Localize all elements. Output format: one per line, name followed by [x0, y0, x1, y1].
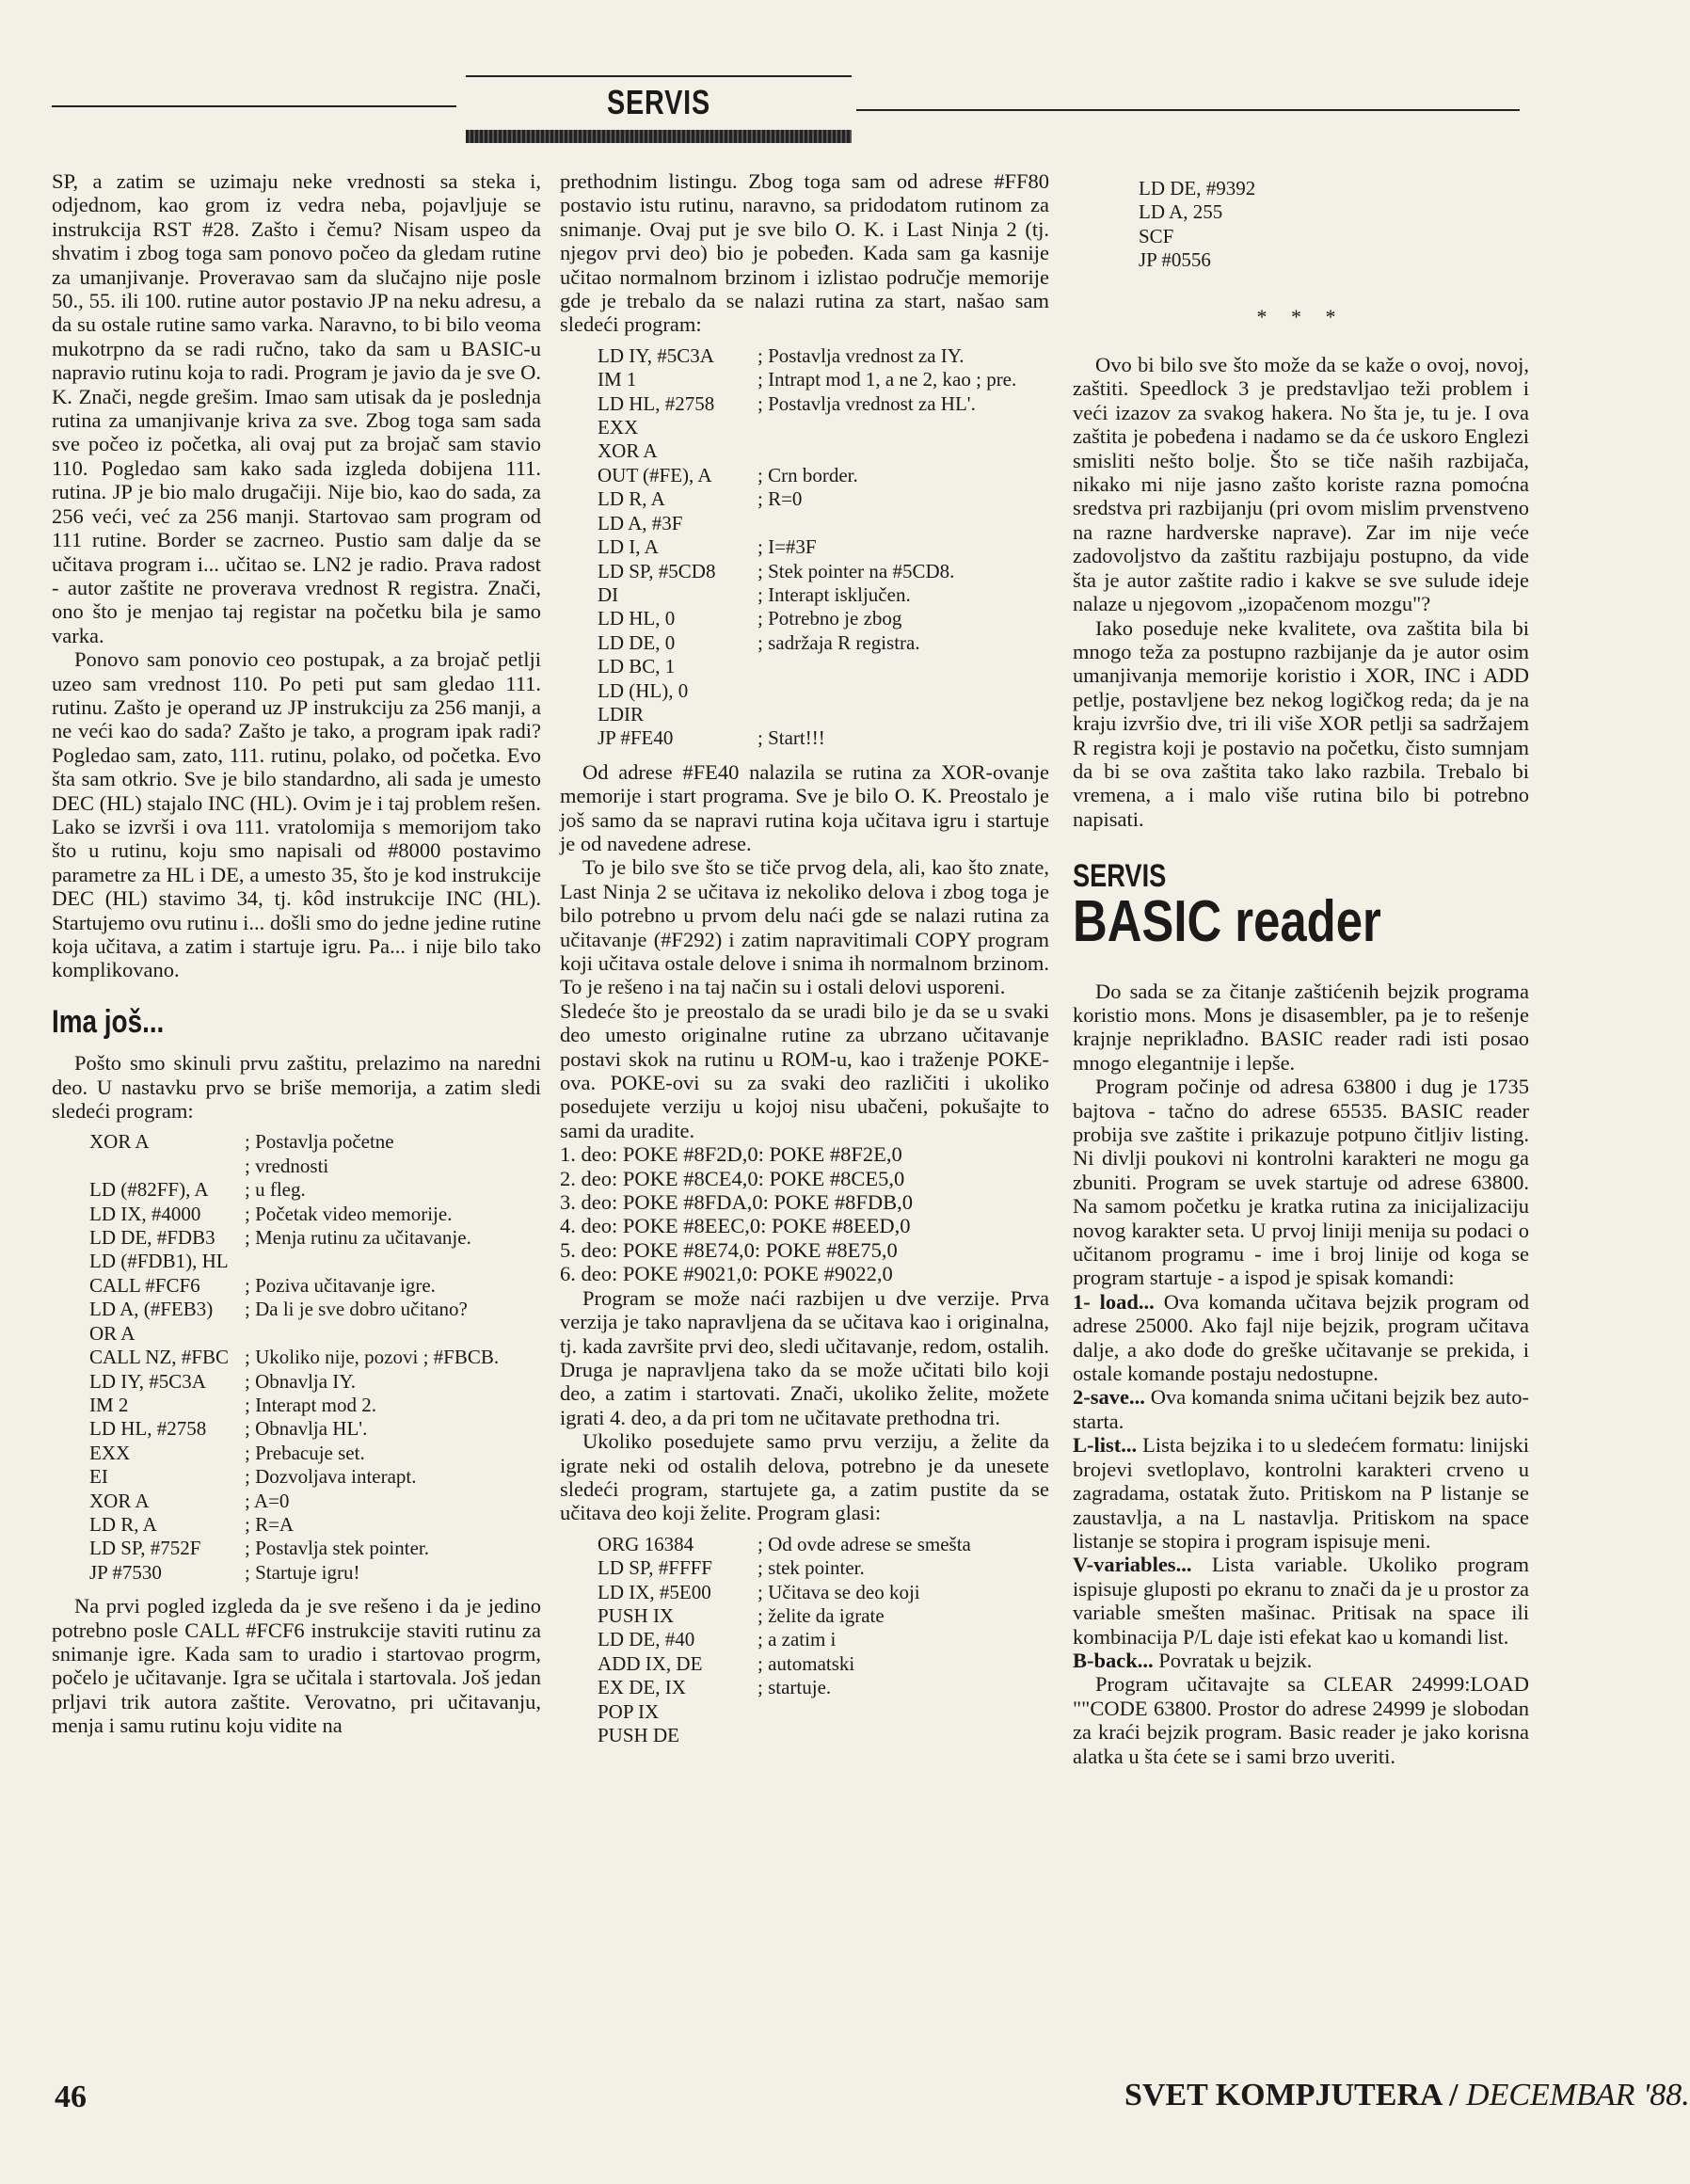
code-line: LD DE, #40 ; a zatim i — [598, 1628, 837, 1651]
header-rule-left — [52, 105, 456, 107]
code-line: LD HL, 0 ; Potrebno je zbog — [598, 607, 902, 630]
code-line: PUSH DE — [598, 1724, 679, 1746]
command-list: L-list... Lista bejzika i to u sledećem formatu: linijski brojevi svetloplavo, kontrolni karakteri crveno u zagradama, ostatak žuto. Pritiskom na P listanje se zaustavlja, a na L nastavlja. Pritiskom na space listanje se stopira i program ispisuje meni. — [1073, 1433, 1529, 1553]
code-line: LD SP, #5CD8 ; Stek pointer na #5CD8. — [598, 559, 955, 582]
code-line: LDIR — [598, 702, 644, 725]
poke-list — [560, 1142, 1049, 1285]
code-line: ADD IX, DE ; automatski — [598, 1651, 855, 1675]
code-line: POP IX — [598, 1699, 660, 1723]
code-line: JP #7530 ; Startuje igru! — [89, 1560, 360, 1584]
magazine-name: SVET KOMPJUTERA / — [1124, 2078, 1459, 2112]
code-line: JP #0556 — [1139, 248, 1211, 272]
col2-paragraph-2: Od adrese #FE40 nalazila se rutina za XOR-ovanje memorije i start programa. Sve je bilo O. K. Preostalo je još samo da se napravi rutina koja učitava igru i startuje je od navedene adrese. — [560, 759, 1049, 855]
code-line: ORG 16384 ; Od ovde adrese se smešta — [598, 1532, 971, 1555]
page-number: 46 — [55, 2080, 87, 2114]
section-title: SERVIS — [607, 83, 710, 121]
issue-month: DECEMBAR '88. — [1466, 2078, 1690, 2112]
code-line: LD DE, #9392 — [1139, 177, 1256, 199]
col3-paragraph-2: Iako poseduje neke kvalitete, ova zaštita bila bi mnogo teža za postupno razbijanje da je autor osim umanjivanja memorije koristio i XOR, INC i ADD petlje, postavljene bez nekog logičkog reda; da je na kraju izvršio dve, tri ili više XOR petlji sa sadržajem R registra koji je postavio na početku, čisto sumnjam da bi se ova zaštita tako lako razbila. Trebalo bi vremena, a i malo više rutina bilo bi potrebno napisati. — [1073, 615, 1529, 831]
code-line: LD A, 255 — [1139, 200, 1223, 224]
col3-paragraph-5: Program učitavajte sa CLEAR 24999:LOAD ""CODE 63800. Prostor do adrese 24999 je slobodan za kraći bejzik program. Basic reader je jako korisna alatka u šta ćete se i sami brzo uveriti. — [1073, 1672, 1529, 1768]
code-line: LD R, A ; R=0 — [598, 487, 803, 511]
code-line: IM 1 ; Intrapt mod 1, a ne 2, kao ; pre. — [598, 368, 1017, 391]
command-variables: V-variables... Lista variable. Ukoliko program ispisuje gluposti po ekranu to znači da je u prostor za variable smešten mašinac. Pritisak na space ili kombinacija P/L daje isti efekat kao u komandi list. — [1073, 1553, 1529, 1649]
code-line: OUT (#FE), A ; Crn border. — [598, 463, 858, 486]
col1-paragraph-4: Na prvi pogled izgleda da je sve rešeno i da je jedino potrebno posle CALL #FCF6 instrukcije staviti rutinu za snimanje igre. Kada sam to uradio i startovao progrm, počelo je učitavanje. Igra se učitala i startovala. Još jedan prljavi trik autora zaštite. Verovatno, pri učitavanju, menja i samu rutinu koju vidite na — [52, 1594, 541, 1738]
col2-paragraph-1: prethodnim listingu. Zbog toga sam od adrese #FF80 postavio istu rutinu, naravno, sa pridodatom rutinom za snimanje. Ovaj put je sve bilo O. K. i Last Ninja 2 (tj. njegov prvi deo) bio je pobeđen. Kada sam ga kasnije učitao normalnom brzinom i izlistao područje memorije gde je trebalo da se nalazi rutina za start, našao sam sledeći program: — [560, 169, 1049, 337]
code-line: ; vrednosti — [245, 1154, 329, 1177]
code-line: LD HL, #2758 ; Postavlja vrednost za HL'. — [598, 391, 976, 415]
column-2 — [560, 169, 1049, 1757]
code-line: EXX — [598, 416, 639, 439]
code-line: LD I, A ; I=#3F — [598, 535, 817, 559]
code-listing-3 — [598, 1533, 1049, 1748]
code-line: LD A, #3F — [598, 511, 683, 534]
code-line: PUSH IX ; želite da igrate — [598, 1603, 885, 1627]
code-line: LD DE, 0 ; sadržaja R registra. — [598, 630, 920, 654]
servis-label: SERVIS — [1073, 858, 1167, 895]
code-line: LD IX, #4000 ; Početak video memorije. — [89, 1202, 453, 1225]
code-line: LD BC, 1 — [598, 655, 676, 678]
col1-paragraph-1: SP, a zatim se uzimaju neke vrednosti sa steka i, odjednom, kao grom iz vedra neba, pojavljuje se instrukcija RST #28. Zašto i čemu? Nisam uspeo da shvatim i zbog toga sam ponovo počeo da gledam rutine za umanjivanje. Proveravao sam da slučajno nije posle 50., 55. ili 100. rutine autor postavio JP na neku adresu, a da su ostale rutine samo varka. Naravno, to bi bilo veoma mukotrpno da se radi ručno, tako da sam u BASIC-u napravio rutinu koja to radi. Program je javio da je sve O. K. Znači, negde grešim. Imao sam utisak da je poslednja rutina za umanjivanje kriva za sve. Zbog toga sam sada sve počeo iz početka, ali ovaj put za brojač sam stavio 110. Pogledao sam kako sada izgleda dobijena 111. rutina. JP je bio malo drugačiji. Nije bio, kao do sada, za 256 veći, već za 256 manji. Startovao sam program od 111 rutine. Border se zacrneo. Pustio sam dalje da se učitava program i... učitao se. LN2 je radio. Prava radost - autor zaštite ne proverava vrednost R registra. Znači, ono što je menjao taj registar na početku bila je samo varka. — [52, 169, 541, 647]
code-line: LD DE, #FDB3 ; Menja rutinu za učitavanje. — [89, 1226, 471, 1250]
code-listing-2 — [598, 344, 1049, 751]
code-line: IM 2 ; Interapt mod 2. — [89, 1393, 376, 1416]
code-line: EX DE, IX ; startuje. — [598, 1676, 832, 1699]
code-line: LD (#82FF), A ; u fleg. — [89, 1178, 306, 1202]
col3-paragraph-3: Do sada se za čitanje zaštićenih bejzik programa koristio mons. Mons je disasembler, pa je to rešenje krajnje nepriklađno. BASIC reader radi isti posao mnogo elegantnije i lepše. — [1073, 979, 1529, 1075]
code-line: CALL #FCF6 ; Poziva učitavanje igre. — [89, 1273, 436, 1297]
column-1 — [52, 169, 541, 1738]
code-line: OR A — [89, 1321, 136, 1345]
command-load: 1- load... Ova komanda učitava bejzik program od adrese 25000. Ako fajl nije bejzik, program učitava dalje, a ako dođe do greške učitavanje se prekida, i ostale komande postaju nedostupne. — [1073, 1289, 1529, 1386]
code-line: CALL NZ, #FBC ; Ukoliko nije, pozovi ; #FBCB. — [89, 1346, 500, 1369]
header-rule-right — [856, 109, 1520, 111]
col2-paragraph-3: To je bilo sve što se tiče prvog dela, ali, kao što znate, Last Ninja 2 se učitava iz nekoliko delova i zbog toga je bilo potrebno u prvom delu naći gde se nalazi rutina za učitavanje (#F292) i zatim napravitimali COPY program koji učitava ostale delove i snima ih normalnom brzinom. To je rešeno i na taj način su i ostali delovi usporeni. — [560, 855, 1049, 999]
code-line: LD SP, #752F ; Postavlja stek pointer. — [89, 1537, 429, 1560]
code-line: LD SP, #FFFF ; stek pointer. — [598, 1556, 865, 1580]
code-line: SCF — [1139, 224, 1174, 247]
code-line: LD IX, #5E00 ; Učitava se deo koji — [598, 1580, 920, 1603]
col1-paragraph-2: Ponovo sam ponovio ceo postupak, a za brojač petlji uzeo sam vrednost 110. Po peti put sam gledao 111. rutinu. Zašto je operand uz JP instrukciju za 256 manji, a ne veći kao do sada? Zašto je tako, a program ipak radi? Pogledao sam, zato, 111. rutinu, polako, od početka. Evo šta sam otkrio. Sve je bilo standardno, ali sada je umesto DEC (HL) stajalo INC (HL). Ovim je i taj problem rešen. Lako se izvrši i ova 111. vratolomija s memorijom tako što u rutinu, koju smo napisali od #8000 postavimo parametre za HL i DE, a umesto 35, što je kod instrukcije DEC (HL) stavimo 34, tj. kôd instrukcije INC (HL). Startujemo ovu rutinu i... došli smo do jedne jedine rutine koja učitava, a zatim i startuje igru. Pa... i nije bilo tako komplikovano. — [52, 647, 541, 982]
col2-paragraph-5: Program se može naći razbijen u dve verzije. Prva verzija je tako napravljena da se učitava kao i originalna, tj. kada završite prvi deo, sledi učitavanje, redom, ostalih. Druga je napravljena tako da se može učitati bilo koji deo, a zatim i startovati. Znači, ukoliko želite, možete igrati 4. deo, a da pri tom ne učitavate prethodna tri. — [560, 1285, 1049, 1429]
poke-line: 2. deo: POKE #8CE4,0: POKE #8CE5,0 — [560, 1166, 905, 1190]
section-divider-stars: * * * — [1256, 304, 1346, 328]
code-line: EI ; Dozvoljava interapt. — [89, 1465, 417, 1489]
col2-paragraph-4: Sledeće što je preostalo da se uradi bilo je da se u svaki deo umesto originalne rutine za ubrzano učitavanje postavi skok na rutinu u ROM-u, kao i traženje POKE-ova. POKE-ovi su za svaki deo različiti i ukoliko posedujete verziju u kojoj nisu ubačeni, pokušajte to sami da uradite. — [560, 998, 1049, 1142]
poke-line: 4. deo: POKE #8EEC,0: POKE #8EED,0 — [560, 1214, 911, 1238]
col2-paragraph-6: Ukoliko posedujete samo prvu verziju, a želite da igrate neki od ostalih delova, potrebno je da unesete sledeći program, startujete ga, a zatim pustite da se učitava deo koji želite. Program glasi: — [560, 1429, 1049, 1525]
code-listing-1 — [89, 1130, 541, 1585]
col1-paragraph-3: Pošto smo skinuli prvu zaštitu, prelazimo na naredni deo. U nastavku prvo se briše memorija, a zatim sledi sledeći program: — [52, 1051, 541, 1124]
column-3 — [1073, 169, 1529, 1768]
code-line: EXX ; Prebacuje set. — [89, 1441, 365, 1464]
code-listing-4 — [1139, 177, 1529, 273]
code-line: LD IY, #5C3A ; Obnavlja IY. — [89, 1369, 357, 1393]
code-line: LD IY, #5C3A ; Postavlja vrednost za IY. — [598, 343, 965, 367]
header-bar — [466, 130, 852, 143]
subheading-ima-jos: Ima još... — [52, 1003, 165, 1040]
command-back: B-back... Povratak u bejzik. — [1073, 1648, 1313, 1672]
col3-paragraph-1: Ovo bi bilo sve što može da se kaže o ovoj, novoj, zaštiti. Speedlock 3 je predstavljao teži problem i veći izazov za svakog hakera. No šta je, tu je. I ova zaštita je pobeđena i nadamo se da će uskoro Englezi smisliti nešto bolje. Što se tiče naših razbijača, nikako mi nije jasno zašto koriste razna pomoćna sredstva pri razbijanju (pri ovom mislim prvenstveno na razne hardverske naprave). Zar im nije veće zadovoljstvo da zaštitu razbijaju postupno, da vide šta je autor zaštite radio i kakve se sve sulude ideje nalaze u njegovom „izopačenom mozgu"? — [1073, 353, 1529, 616]
code-line: LD HL, #2758 ; Obnavlja HL'. — [89, 1417, 368, 1441]
page-header — [52, 75, 1529, 151]
poke-line: 1. deo: POKE #8F2D,0: POKE #8F2E,0 — [560, 1142, 902, 1167]
poke-line: 3. deo: POKE #8FDA,0: POKE #8FDB,0 — [560, 1190, 914, 1215]
code-line: DI ; Interapt isključen. — [598, 582, 911, 606]
magazine-footer — [1124, 2078, 1690, 2113]
poke-line: 6. deo: POKE #9021,0: POKE #9022,0 — [560, 1262, 893, 1286]
code-line: LD R, A ; R=A — [89, 1512, 295, 1536]
code-line: XOR A ; A=0 — [89, 1489, 290, 1512]
col3-paragraph-4: Program počinje od adresa 63800 i dug je 1735 bajtova - tačno do adrese 65535. BASIC reader probija sve zaštite i prikazuje potpuno čitljiv listing. Ni divlji poukovi ni kontrolni karakteri ne mogu ga zbuniti. Program se uvek startuje od adrese 63800. Na samom početku je kratka rutina za inicijalizaciju novog karakter seta. U prvoj liniji menija su podaci o učitanom programu - ime i broj linije od koga se program startuje - a ispod je spisak komandi: — [1073, 1075, 1529, 1290]
code-line: XOR A — [598, 439, 658, 463]
code-line: LD (#FDB1), HL — [89, 1250, 229, 1273]
article-title: BASIC reader — [1073, 888, 1381, 954]
code-line: JP #FE40 ; Start!!! — [598, 726, 825, 750]
poke-line: 5. deo: POKE #8E74,0: POKE #8E75,0 — [560, 1237, 898, 1262]
command-save: 2-save... Ova komanda snima učitani bejzik bez auto-starta. — [1073, 1385, 1529, 1433]
header-rule-top — [466, 75, 852, 77]
code-line: LD (HL), 0 — [598, 678, 689, 702]
code-line: LD A, (#FEB3) ; Da li je sve dobro učitano? — [89, 1298, 468, 1321]
code-line: XOR A ; Postavlja početne — [89, 1130, 394, 1154]
